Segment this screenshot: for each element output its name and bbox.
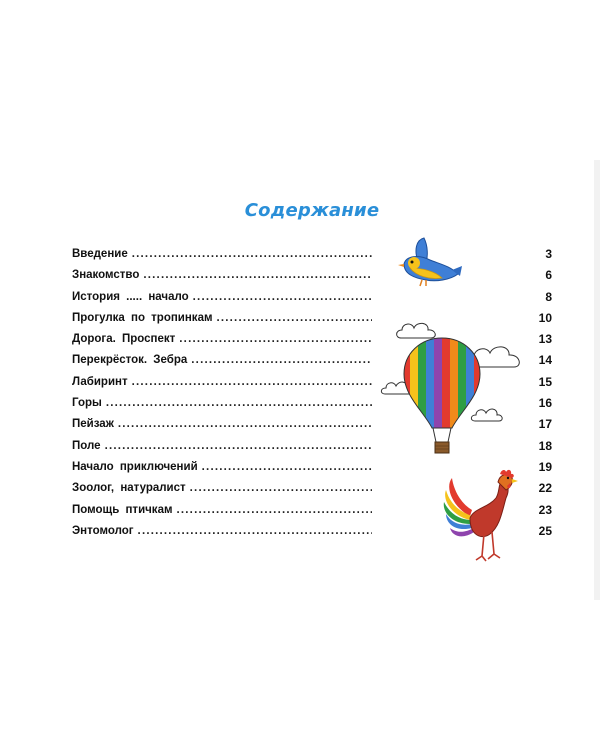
bird-icon [396,236,464,290]
toc-entry-title: История ..... начало [72,290,189,303]
toc-page-number[interactable]: 18 [538,438,552,453]
toc-entry[interactable] [72,414,372,435]
toc-leader-dots [132,244,372,265]
toc-entry[interactable] [72,372,372,393]
toc-leader-dots [118,414,372,435]
toc-leader-dots [176,500,372,521]
toc-page-number[interactable]: 13 [538,332,552,347]
toc-entry[interactable] [72,436,372,457]
toc-entry[interactable] [72,265,372,286]
toc-leader-dots [216,308,372,329]
toc-entry[interactable] [72,478,372,499]
hot-air-balloon-icon [402,336,482,458]
toc-page-number[interactable]: 16 [538,396,552,411]
toc-page-number[interactable]: 23 [538,502,552,517]
toc-entry-title: Прогулка по тропинкам [72,311,213,324]
toc-page-number[interactable]: 22 [538,481,552,496]
toc-page-number[interactable]: 6 [545,268,552,283]
page-edge-shadow [594,160,600,600]
toc-entry-title: Знакомство [72,269,140,282]
toc-leader-dots [202,457,372,478]
toc-entry[interactable] [72,393,372,414]
toc-leader-dots [179,329,372,350]
toc-leader-dots [138,521,372,542]
toc-entry-title: Энтомолог [72,524,134,537]
toc-entry[interactable] [72,287,372,308]
page-title: Содержание [244,200,380,221]
toc-entry[interactable] [72,244,372,265]
toc-entry-title: Пейзаж [72,418,114,431]
toc-entry-title: Лабиринт [72,375,128,388]
toc-entry-title: Начало приключений [72,460,198,473]
toc-page-number[interactable]: 25 [538,523,552,538]
toc-entry[interactable] [72,350,372,371]
toc-list [72,244,372,542]
toc-leader-dots [143,265,372,286]
toc-entry[interactable] [72,457,372,478]
toc-leader-dots [193,287,372,308]
toc-entry[interactable] [72,500,372,521]
toc-page-number[interactable]: 8 [545,289,552,304]
toc-entry[interactable] [72,329,372,350]
toc-page-number[interactable]: 10 [538,310,552,325]
toc-entry-title: Помощь птичкам [72,503,173,516]
rooster-icon [440,468,524,566]
toc-leader-dots [132,372,372,393]
toc-leader-dots [190,478,372,499]
toc-entry-title: Зоолог, натуралист [72,482,186,495]
toc-page-number[interactable]: 15 [538,374,552,389]
toc-entry[interactable] [72,308,372,329]
toc-leader-dots [105,436,372,457]
toc-page-number[interactable]: 14 [538,353,552,368]
toc-entry-title: Горы [72,397,102,410]
toc-page-number[interactable]: 3 [545,247,552,261]
toc-leader-dots [106,393,372,414]
toc-entry-title: Перекрёсток. Зебра [72,354,188,367]
toc-page-number[interactable]: 17 [538,417,552,432]
toc-leader-dots [191,350,372,371]
toc-entry-title: Введение [72,248,128,260]
toc-page-number[interactable]: 19 [538,459,552,474]
toc-entry[interactable] [72,521,372,542]
toc-entry-title: Поле [72,439,101,452]
toc-entry-title: Дорога. Проспект [72,333,176,346]
